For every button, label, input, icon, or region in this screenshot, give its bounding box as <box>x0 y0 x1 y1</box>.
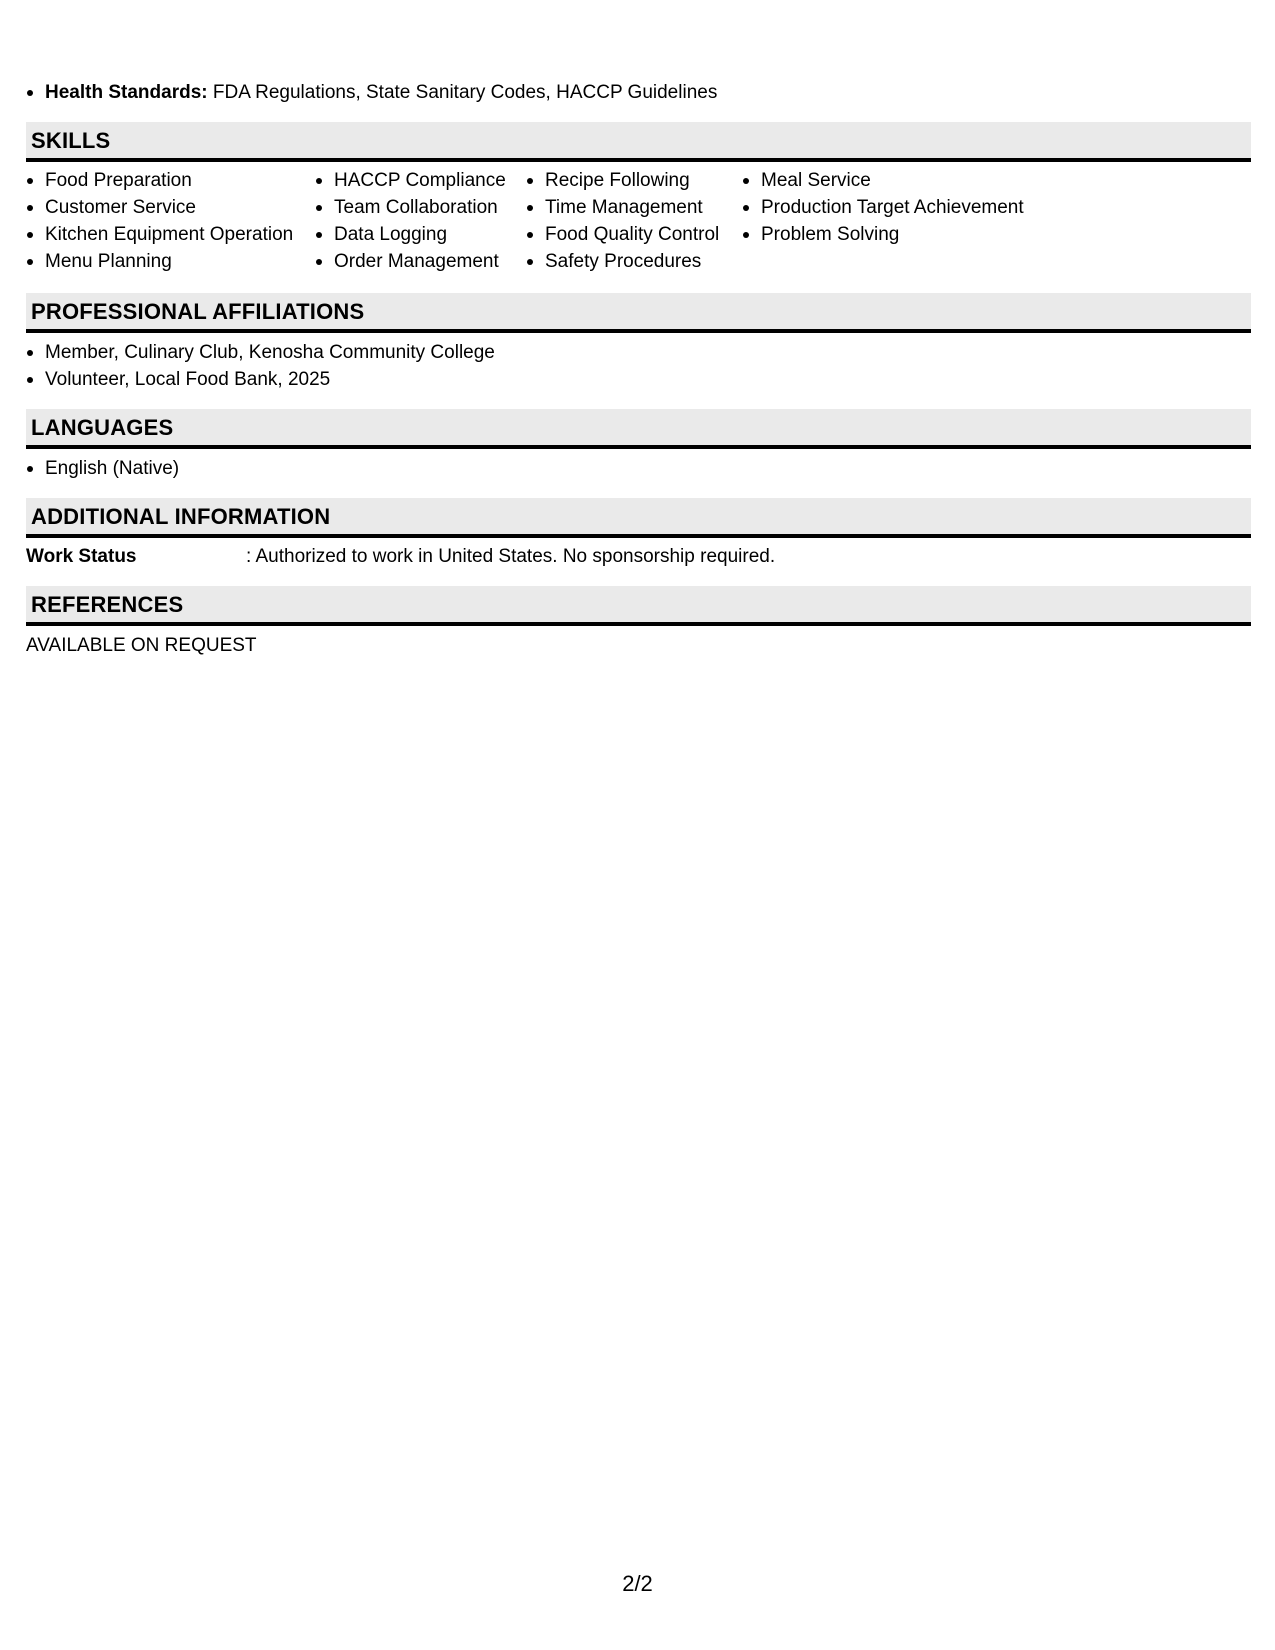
additional-section-header <box>26 498 1251 538</box>
skill-item: Customer Service <box>26 194 293 221</box>
affiliations-list <box>26 339 495 393</box>
skills-column-4 <box>742 167 1024 248</box>
section-title: ADDITIONAL INFORMATION <box>31 504 331 529</box>
health-standards-label: Health Standards: <box>45 82 208 103</box>
skill-item: Safety Procedures <box>526 248 719 275</box>
skill-item: Menu Planning <box>26 248 293 275</box>
health-standards-list <box>26 79 717 106</box>
work-status-label: Work Status <box>26 546 137 567</box>
skill-item: Time Management <box>526 194 719 221</box>
section-title: SKILLS <box>31 128 111 153</box>
skills-column-3 <box>526 167 719 275</box>
skill-item: Order Management <box>315 248 506 275</box>
references-section-header <box>26 586 1251 626</box>
skill-item: Food Preparation <box>26 167 293 194</box>
skill-item: Team Collaboration <box>315 194 506 221</box>
section-title: PROFESSIONAL AFFILIATIONS <box>31 299 365 324</box>
skills-section-header <box>26 122 1251 162</box>
skill-item: HACCP Compliance <box>315 167 506 194</box>
affiliations-section-header <box>26 293 1251 333</box>
skill-item: Recipe Following <box>526 167 719 194</box>
skill-item: Meal Service <box>742 167 1024 194</box>
languages-list <box>26 455 179 482</box>
work-status-value: : Authorized to work in United States. No sponsorship required. <box>246 546 776 567</box>
page-number: 2/2 <box>622 1571 653 1596</box>
skills-column-2 <box>315 167 506 275</box>
skill-item: Kitchen Equipment Operation <box>26 221 293 248</box>
section-title: REFERENCES <box>31 592 184 617</box>
skill-item: Problem Solving <box>742 221 1024 248</box>
affiliation-item: Member, Culinary Club, Kenosha Community College <box>26 339 495 366</box>
affiliation-item: Volunteer, Local Food Bank, 2025 <box>26 366 495 393</box>
skills-column-1 <box>26 167 293 275</box>
skill-item: Food Quality Control <box>526 221 719 248</box>
language-item: English (Native) <box>26 455 179 482</box>
languages-section-header <box>26 409 1251 449</box>
health-standards-text: FDA Regulations, State Sanitary Codes, HACCP Guidelines <box>207 82 718 103</box>
references-text: AVAILABLE ON REQUEST <box>26 635 257 656</box>
skill-item: Production Target Achievement <box>742 194 1024 221</box>
skill-item: Data Logging <box>315 221 506 248</box>
list-item <box>26 79 717 106</box>
section-title: LANGUAGES <box>31 415 174 440</box>
